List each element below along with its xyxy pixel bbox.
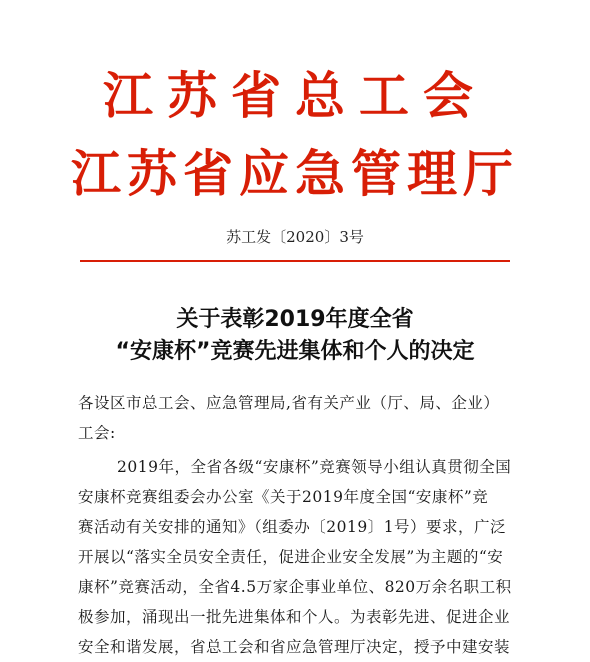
paragraph-line: 安全和谐发展，省总工会和省应急管理厅决定，授予中建安装: [78, 638, 511, 656]
document-title-line-1: 关于表彰2019年度全省: [176, 307, 414, 332]
paragraph-line: 康杯”竞赛活动，全省4.5万家企事业单位、820万余名职工积: [78, 578, 512, 596]
document-number: 苏工发〔2020〕3号: [226, 228, 364, 246]
paragraph-line: 2019年，全省各级“安康杯”竞赛领导小组认真贯彻全国: [117, 458, 512, 476]
red-divider-rule: [80, 260, 510, 262]
addressee-line-1: 各设区市总工会、应急管理局,省有关产业（厅、局、企业）: [78, 394, 500, 412]
document-title-line-2: “安康杯”竞赛先进集体和个人的决定: [115, 339, 475, 364]
body-paragraph: [78, 452, 516, 662]
addressee-block: [78, 388, 516, 448]
issuer-header-emergency-dept: 江苏省应急管理厅: [71, 145, 519, 203]
paragraph-line: 开展以“落实全员安全责任，促进企业安全发展”为主题的“安: [78, 548, 504, 566]
paragraph-line: 赛活动有关安排的通知》（组委办〔2019〕1号）要求，广泛: [78, 518, 507, 536]
paragraph-line: 极参加，涌现出一批先进集体和个人。为表彰先进、促进企业: [78, 608, 511, 626]
issuer-header-federation: 江苏省总工会: [103, 67, 487, 125]
paragraph-line: 安康杯竞赛组委会办公室《关于2019年度全国“安康杯”竞: [78, 488, 489, 506]
addressee-line-2: 工会:: [78, 424, 116, 442]
